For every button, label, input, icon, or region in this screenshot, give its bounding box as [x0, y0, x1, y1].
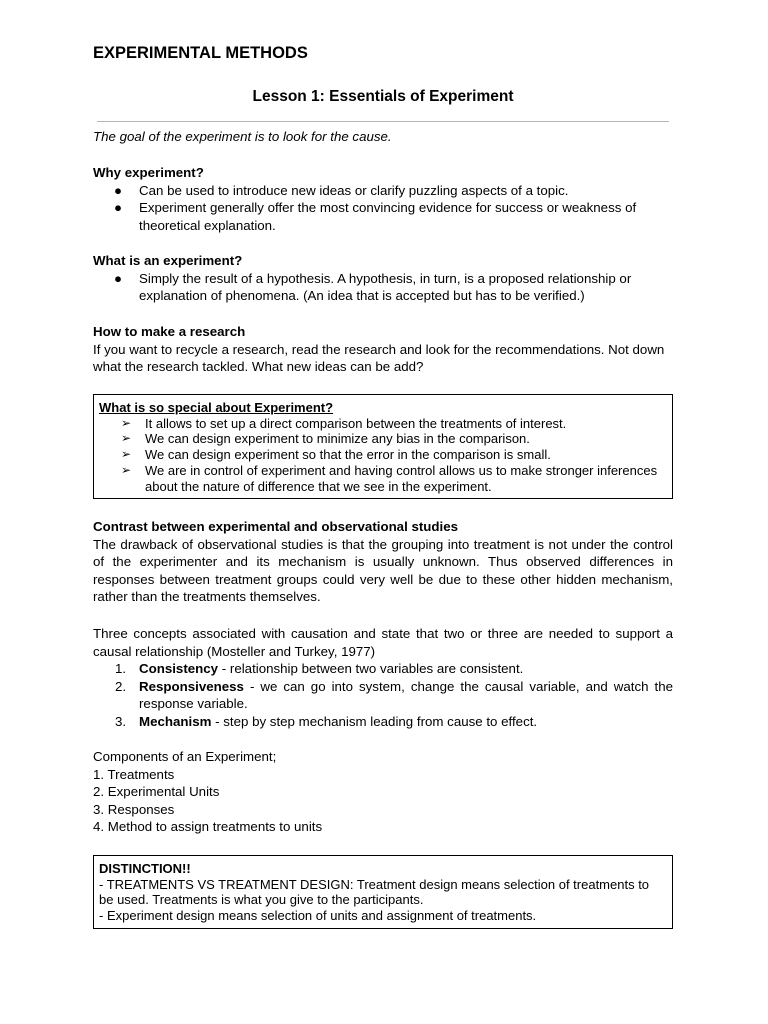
concept-term: Responsiveness [139, 678, 244, 694]
list-item [93, 270, 673, 305]
arrow-icon: ➢ [121, 415, 132, 430]
list-item-text: It allows to set up a direct comparison between the treatments of interest. [145, 415, 567, 431]
lesson-title: Lesson 1: Essentials of Experiment [252, 88, 514, 105]
concept-description: - step by step mechanism leading from cause to effect. [211, 713, 538, 729]
research-text: If you want to recycle a research, read the research and look for the recommendations. Not down what the research tackled. What new ideas can be add? [93, 341, 665, 374]
list-number: 3. [115, 713, 127, 729]
special-box-list [99, 416, 667, 495]
list-number: 1. [115, 661, 127, 676]
list-item [93, 182, 673, 200]
horizontal-rule [97, 121, 669, 122]
what-section [93, 252, 673, 305]
list-item-text: Simply the result of a hypothesis. A hypothesis, in turn, is a proposed relationship or explanation of phenomena. (An idea that is accepted but has to be verified.) [139, 270, 632, 303]
list-item [93, 713, 673, 731]
list-item [99, 463, 667, 494]
list-item-text: We can design experiment so that the error in the comparison is small. [145, 447, 551, 463]
concept-term: Consistency [139, 661, 219, 676]
why-heading: Why experiment? [93, 165, 204, 180]
contrast-text: The drawback of observational studies is that the grouping into treatment is not under the control of the experimenter and its mechanism is usually unknown. Thus observed differences in responses between treatment groups could very well be due to these other hidden mechanism, rather than the treatments themselves. [93, 536, 673, 604]
components-section [93, 748, 673, 836]
arrow-icon: ➢ [121, 431, 132, 446]
list-item: 4. Method to assign treatments to units [93, 819, 323, 834]
list-item-text: Can be used to introduce new ideas or clarify puzzling aspects of a topic. [139, 182, 569, 198]
causation-intro: Three concepts associated with causation and state that two or three are needed to support a causal relationship (Mosteller and Turkey, 1977) [93, 626, 673, 659]
components-heading: Components of an Experiment; [93, 749, 277, 764]
what-heading: What is an experiment? [93, 253, 243, 268]
list-item-text: We are in control of experiment and having control allows us to make stronger inferences about the nature of difference that we see in the experiment. [145, 462, 658, 494]
causation-section [93, 625, 673, 730]
list-item [93, 199, 673, 234]
list-item-text: We can design experiment to minimize any bias in the comparison. [145, 431, 530, 447]
concept-description: - relationship between two variables are consistent. [218, 661, 524, 676]
research-heading: How to make a research [93, 324, 246, 339]
why-section [93, 164, 673, 234]
list-item-text: Experiment generally offer the most convincing evidence for success or weakness of theoretical explanation. [139, 200, 637, 233]
document-title: EXPERIMENTAL METHODS [93, 44, 308, 62]
list-item [93, 678, 673, 713]
list-item [99, 447, 667, 463]
distinction-heading: DISTINCTION!! [99, 861, 191, 876]
causation-list [93, 660, 673, 730]
contrast-heading: Contrast between experimental and observational studies [93, 519, 459, 534]
distinction-line: - TREATMENTS VS TREATMENT DESIGN: Treatment design means selection of treatments to be used. Treatments is what you give to the participants. [99, 876, 650, 908]
arrow-icon: ➢ [121, 447, 132, 462]
list-number: 2. [115, 678, 127, 694]
list-item [99, 416, 667, 432]
goal-statement: The goal of the experiment is to look for the cause. [93, 129, 392, 144]
special-box-heading: What is so special about Experiment? [99, 400, 334, 415]
list-item: 3. Responses [93, 801, 175, 817]
concept-term: Mechanism [139, 713, 212, 729]
concept-description: - we can go into system, change the causal variable, and watch the response variable. [139, 678, 673, 711]
list-item: 1. Treatments [93, 766, 175, 782]
research-section [93, 323, 673, 376]
distinction-line: - Experiment design means selection of units and assignment of treatments. [99, 908, 537, 924]
arrow-icon: ➢ [121, 462, 132, 477]
bullet-icon: ● [114, 270, 123, 286]
special-box [93, 394, 673, 499]
list-item [99, 431, 667, 447]
why-list [93, 182, 673, 235]
distinction-box [93, 855, 673, 929]
bullet-icon: ● [114, 200, 123, 215]
list-item: 2. Experimental Units [93, 784, 220, 799]
what-list [93, 270, 673, 305]
contrast-section [93, 518, 673, 606]
list-item [93, 660, 673, 678]
bullet-icon: ● [114, 182, 123, 198]
